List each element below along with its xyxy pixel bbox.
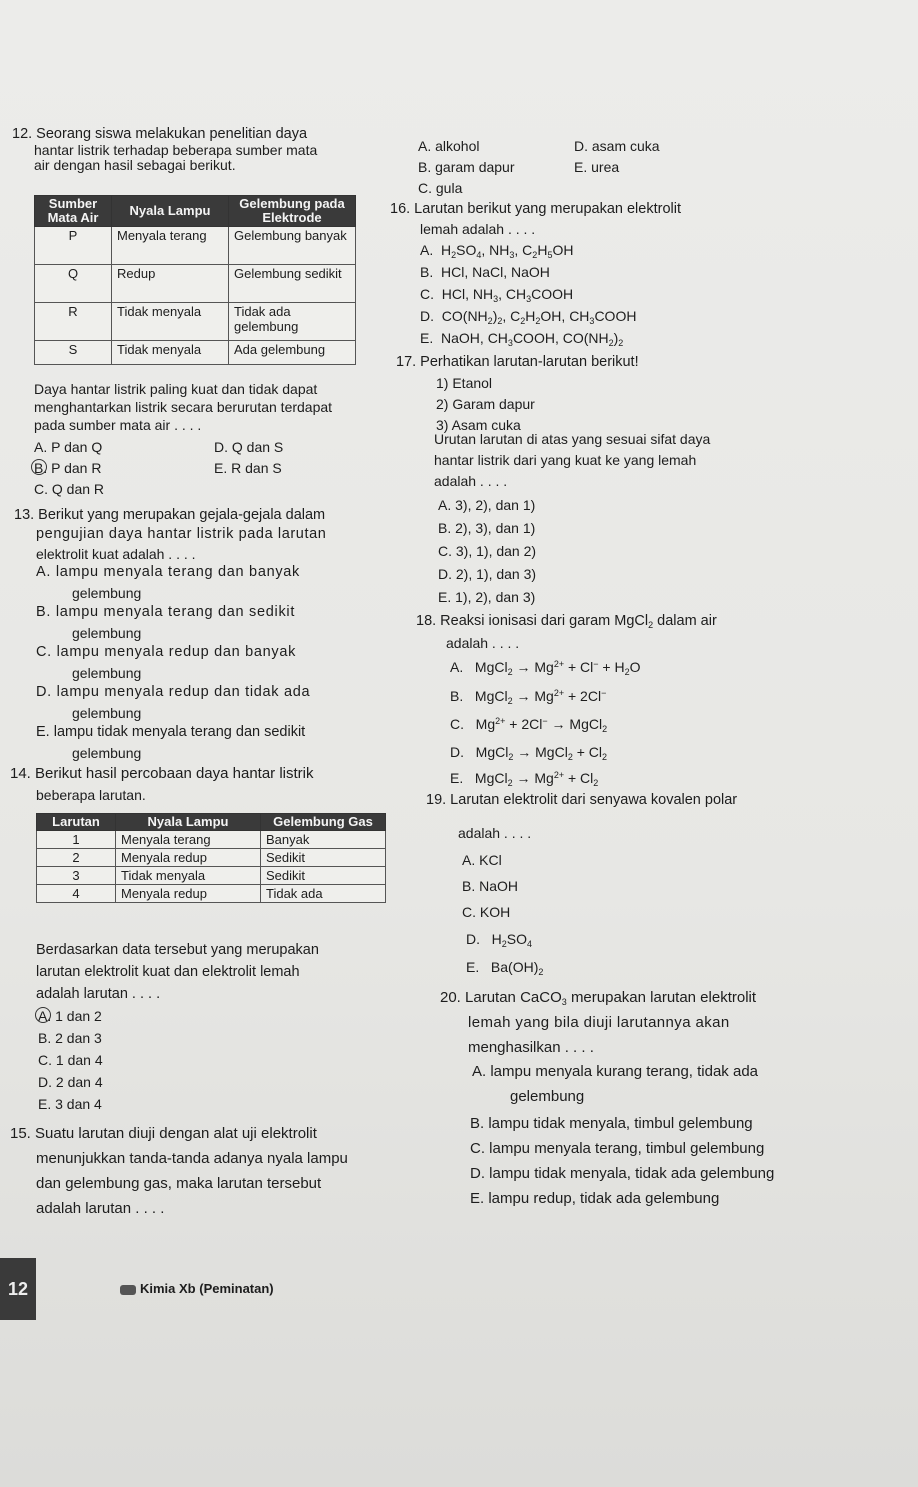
q19-option-a[interactable]: A. KCl — [462, 852, 502, 868]
table-cell: Menyala redup — [116, 885, 261, 903]
q17-item2: 2) Garam dapur — [436, 396, 535, 412]
q19-line2: adalah . . . . — [458, 825, 532, 841]
q17-stem2: hantar listrik dari yang kuat ke yang lemah — [434, 452, 697, 468]
option-letter: B. — [450, 688, 464, 704]
q18-line2: adalah . . . . — [446, 635, 520, 651]
table-row — [35, 303, 356, 341]
q16-line2: lemah adalah . . . . — [420, 221, 536, 237]
q12-option-e[interactable]: E. R dan S — [214, 460, 282, 476]
q12-option-b[interactable]: B. P dan R — [34, 460, 102, 476]
q13-option-e[interactable]: E. lampu tidak menyala terang dan sedikit — [36, 724, 306, 740]
table-cell: Menyala terang — [112, 227, 229, 265]
q14-option-d[interactable]: D. 2 dan 4 — [38, 1074, 103, 1090]
q20-option-e[interactable]: E. lampu redup, tidak ada gelembung — [470, 1190, 720, 1207]
q14-data-table — [36, 813, 386, 903]
option-letter: A. — [420, 242, 434, 258]
table-header: Gelembung pada Elektrode — [229, 196, 356, 227]
q20-option-a-cont: gelembung — [510, 1088, 585, 1105]
q18-option-d[interactable]: D. MgCl$_2$ → MgCl$_2$ + $Cl_2$ — [450, 744, 608, 762]
option-letter: D. — [466, 931, 480, 947]
option-letter: D. — [450, 744, 464, 760]
q18-option-c[interactable]: C. $Mg^{2+} + 2Cl^-$ → MgCl$_2$ — [450, 716, 608, 734]
q17-item3: 3) Asam cuka — [436, 417, 521, 433]
q14-option-c[interactable]: C. 1 dan 4 — [38, 1052, 103, 1068]
q15-line2: menunjukkan tanda-tanda adanya nyala lampu — [36, 1150, 348, 1167]
table-cell: Ada gelembung — [229, 341, 356, 365]
q18-line1-text: 18. Reaksi ionisasi dari garam — [416, 613, 611, 629]
q13-line2: pengujian daya hantar listrik pada larutan — [36, 526, 327, 542]
table-cell: 4 — [37, 885, 116, 903]
table-row — [35, 265, 356, 303]
book-title — [120, 1281, 274, 1296]
table-header: Nyala Lampu — [116, 814, 261, 831]
option-letter: D. — [420, 308, 434, 324]
table-row — [35, 227, 356, 265]
table-cell: 3 — [37, 867, 116, 885]
q18-line1: 18. Reaksi ionisasi dari garam MgCl$_2$ dalam air — [416, 613, 717, 630]
table-cell: R — [35, 303, 112, 341]
q19-option-e[interactable]: E. $Ba(OH)_2$ — [466, 959, 544, 977]
table-cell: Tidak menyala — [112, 303, 229, 341]
q14-line1: 14. Berikut hasil percobaan daya hantar listrik — [10, 765, 314, 782]
q14-stem1: Berdasarkan data tersebut yang merupakan — [36, 942, 319, 958]
option-text: HCl, NaCl, NaOH — [441, 264, 550, 280]
table-row — [35, 341, 356, 365]
table-row — [37, 849, 386, 867]
q20-line2: lemah yang bila diuji larutannya akan — [468, 1014, 730, 1031]
table-row — [37, 831, 386, 849]
table-cell: Sedikit — [261, 849, 386, 867]
q12-option-c[interactable]: C. Q dan R — [34, 481, 105, 497]
q13-line3: elektrolit kuat adalah . . . . — [36, 546, 196, 562]
table-cell: Sedikit — [261, 867, 386, 885]
q12-line3: air dengan hasil sebagai berikut. — [34, 157, 236, 173]
option-letter: A. — [450, 659, 464, 675]
q20-option-d[interactable]: D. lampu tidak menyala, tidak ada gelembung — [470, 1165, 775, 1182]
q15-option-e[interactable]: E. urea — [574, 159, 620, 175]
answer-mark-icon — [31, 459, 47, 475]
q18-line1-tail: dalam air — [657, 613, 717, 629]
option-letter: E. — [420, 330, 434, 346]
q20-line3: menghasilkan . . . . — [468, 1039, 594, 1056]
option-letter: C. — [450, 716, 464, 732]
table-header: Sumber Mata Air — [35, 196, 112, 227]
table-cell: Tidak menyala — [116, 867, 261, 885]
q12-option-d[interactable]: D. Q dan S — [214, 439, 284, 455]
q15-option-a[interactable]: A. alkohol — [418, 138, 480, 154]
table-cell: Gelembung sedikit — [229, 265, 356, 303]
q19-line1: 19. Larutan elektrolit dari senyawa kovalen polar — [426, 792, 738, 808]
table-cell: Redup — [112, 265, 229, 303]
q20-option-a[interactable]: A. lampu menyala kurang terang, tidak ada — [472, 1063, 759, 1080]
q15-line3: dan gelembung gas, maka larutan tersebut — [36, 1175, 322, 1192]
q17-option-b[interactable]: B. 2), 3), dan 1) — [438, 520, 536, 536]
q13-option-e-cont: gelembung — [72, 745, 142, 761]
q19-option-c[interactable]: C. KOH — [462, 904, 511, 920]
q20-line1-text: 20. Larutan — [440, 989, 516, 1006]
q14-option-a[interactable]: A. 1 dan 2 — [38, 1008, 102, 1024]
q15-option-c[interactable]: C. gula — [418, 180, 463, 196]
q20-line1-tail: merupakan larutan elektrolit — [570, 989, 757, 1006]
q12-line2: hantar listrik terhadap beberapa sumber mata — [34, 142, 318, 158]
q13-line1: 13. Berikut yang merupakan gejala-gejala dalam — [14, 507, 326, 523]
q19-option-b[interactable]: B. NaOH — [462, 878, 519, 894]
answer-mark-icon — [35, 1007, 51, 1023]
q13-option-a[interactable]: A. lampu menyala terang dan banyak — [36, 564, 301, 580]
table-cell: Tidak menyala — [112, 341, 229, 365]
option-letter: E. — [466, 959, 480, 975]
q14-stem2: larutan elektrolit kuat dan elektrolit lemah — [36, 964, 300, 980]
table-cell: S — [35, 341, 112, 365]
table-cell: 1 — [37, 831, 116, 849]
q17-stem3: adalah . . . . — [434, 473, 508, 489]
q14-option-b[interactable]: B. 2 dan 3 — [38, 1030, 102, 1046]
q20-option-b[interactable]: B. lampu tidak menyala, timbul gelembung — [470, 1115, 753, 1132]
q16-line1: 16. Larutan berikut yang merupakan elektrolit — [390, 201, 681, 217]
q14-option-e[interactable]: E. 3 dan 4 — [38, 1096, 102, 1112]
table-cell: Q — [35, 265, 112, 303]
table-cell: Banyak — [261, 831, 386, 849]
q19-option-d[interactable]: D. $H_2SO_4$ — [466, 931, 533, 949]
book-title-text: Kimia Xb (Peminatan) — [140, 1281, 274, 1296]
table-cell: Tidak ada — [261, 885, 386, 903]
q17-option-a[interactable]: A. 3), 2), dan 1) — [438, 497, 536, 513]
q12-line1: 12. Seorang siswa melakukan penelitian daya — [12, 126, 308, 142]
q16-option-b[interactable] — [420, 264, 550, 280]
table-header: Larutan — [37, 814, 116, 831]
table-header: Gelembung Gas — [261, 814, 386, 831]
q16-option-c[interactable]: C. HCl, $NH_3$, $CH_3COOH$ — [420, 286, 574, 304]
q17-item1: 1) Etanol — [436, 375, 493, 391]
q20-line1: 20. Larutan CaCO$_3$ merupakan larutan elektrolit — [440, 989, 757, 1007]
book-logo-icon — [120, 1285, 136, 1295]
table-cell: Gelembung banyak — [229, 227, 356, 265]
q17-option-d[interactable]: D. 2), 1), dan 3) — [438, 566, 537, 582]
q20-option-c[interactable]: C. lampu menyala terang, timbul gelembung — [470, 1140, 765, 1157]
q17-stem1: Urutan larutan di atas yang sesuai sifat daya — [434, 431, 711, 447]
table-header: Nyala Lampu — [112, 196, 229, 227]
option-letter: B. — [420, 264, 434, 280]
q17-option-e[interactable]: E. 1), 2), dan 3) — [438, 589, 536, 605]
q13-option-c[interactable]: C. lampu menyala redup dan banyak — [36, 644, 297, 660]
q18-option-e[interactable]: E. MgCl$_2$ → $Mg^{2+} + Cl_2$ — [450, 770, 599, 788]
q12-stem2: menghantarkan listrik secara berurutan terdapat — [34, 399, 333, 415]
q14-stem3: adalah larutan . . . . — [36, 986, 161, 1002]
q15-option-d[interactable]: D. asam cuka — [574, 138, 660, 154]
q13-option-d[interactable]: D. lampu menyala redup dan tidak ada — [36, 684, 311, 700]
q17-line1: 17. Perhatikan larutan-larutan berikut! — [396, 354, 639, 370]
q14-line2: beberapa larutan. — [36, 787, 146, 803]
q17-option-c[interactable]: C. 3), 1), dan 2) — [438, 543, 537, 559]
q16-option-d[interactable]: D. $CO(NH_2)_2$, $C_2H_2OH$, $CH_3COOH$ — [420, 308, 637, 326]
q15-line4: adalah larutan . . . . — [36, 1200, 165, 1217]
table-cell: Menyala redup — [116, 849, 261, 867]
q13-option-c-cont: gelembung — [72, 665, 142, 681]
q16-option-a[interactable]: A. $H_2SO_4$, $NH_3$, $C_2H_5OH$ — [420, 242, 574, 260]
q12-option-a[interactable]: A. P dan Q — [34, 439, 103, 455]
table-row — [37, 867, 386, 885]
option-letter: E. — [450, 770, 464, 786]
page-number: 12 — [0, 1258, 36, 1320]
table-cell: Tidak ada gelembung — [229, 303, 356, 341]
q13-option-a-cont: gelembung — [72, 585, 142, 601]
q12-data-table — [34, 195, 356, 365]
q13-option-b[interactable]: B. lampu menyala terang dan sedikit — [36, 604, 296, 620]
table-cell: 2 — [37, 849, 116, 867]
q12-stem3: pada sumber mata air . . . . — [34, 417, 202, 433]
q13-option-b-cont: gelembung — [72, 625, 142, 641]
q15-line1: 15. Suatu larutan diuji dengan alat uji elektrolit — [10, 1125, 317, 1142]
q12-stem1: Daya hantar listrik paling kuat dan tidak dapat — [34, 381, 318, 397]
q13-option-d-cont: gelembung — [72, 705, 142, 721]
table-cell: P — [35, 227, 112, 265]
table-row — [37, 885, 386, 903]
q16-option-e[interactable]: E. NaOH, $CH_3COOH$, $CO(NH_2)_2$ — [420, 330, 624, 348]
option-letter: C. — [420, 286, 434, 302]
table-cell: Menyala terang — [116, 831, 261, 849]
q18-option-a[interactable]: A. MgCl$_2$ → $Mg^{2+} + Cl^- + H_2O$ — [450, 659, 641, 677]
q15-option-b[interactable]: B. garam dapur — [418, 159, 515, 175]
q18-option-b[interactable]: B. MgCl$_2$ → $Mg^{2+} + 2Cl^-$ — [450, 688, 607, 706]
